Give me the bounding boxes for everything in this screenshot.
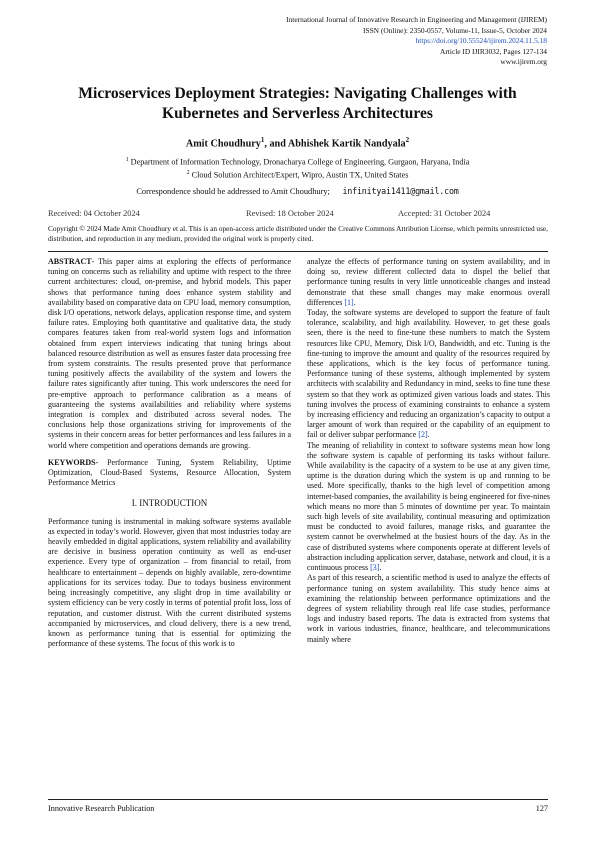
affiliation-2-text: Cloud Solution Architect/Expert, Wipro, Austin TX, United States [189, 170, 409, 180]
journal-name: International Journal of Innovative Research in Engineering and Management (IJIREM) [286, 15, 547, 24]
body-paragraph-3: The meaning of reliability in context to software systems mean how long the software system is capable of performing its tasks without failure. While availability is the capacity of a system to be use at any given time, uptime is the duration during which the system is up and running to be used. More specifically, thanks to the high level of competition among internet-based companies, the availability is being engineered for five-nines which means no more than 5 minutes of downtime per year. To maintain such high levels of site availability, continual measuring and optimization must be conducted to avoid failures, manage risks, and guarantee the system cannot be overwhelmed at the busiest hours of the day. As in the case of distributed systems where components operate at different levels of abstraction including application server, database, network and cloud, it is a continuous process [3]. [307, 440, 550, 573]
received-date: Received: 04 October 2024 [48, 209, 140, 218]
revised-date: Revised: 18 October 2024 [246, 209, 334, 218]
author-1: Amit Choudhury [185, 138, 261, 150]
keywords [48, 458, 291, 489]
top-divider [48, 251, 548, 252]
author-1-affil-mark: 1 [260, 136, 265, 144]
correspondence [40, 186, 555, 196]
citation-2[interactable]: [2] [418, 430, 428, 440]
body-paragraph-3-text: The meaning of reliability in context to software systems mean how long the software system is capable of performing its tasks without failure. While availability is the capacity of a system to be use at any given time, uptime is the duration during which the system is up and running to be used. More specifically, thanks to the high level of competition among internet-based companies, the availability is being engineered for five-nines which means no more than 5 minutes of downtime per year. To maintain such high levels of site availability, continual measuring and optimization must be conducted to avoid failures, manage risks, and guarantee the system cannot be overwhelmed at the busiest hours of the day. As in the case of distributed systems where components operate at different levels of abstraction including application server, database, network and cloud, it is a continuous process [307, 440, 550, 573]
paper-title: Microservices Deployment Strategies: Navigating Challenges with Kubernetes and Serverless Architectures [78, 85, 517, 122]
affiliation-2 [40, 168, 555, 181]
body-paragraph-1-text: analyze the effects of performance tuning on system availability, and in doing so, review different collected data to dispel the belief that performance tuning results in very little unnoticeable changes and instead demonstrate that these small changes may make enormous overall differences [307, 257, 550, 307]
copyright-notice: Copyright © 2024 Made Amit Choudhury et al. This is an open-access article distributed under the Creative Commons Attribution License, which permits unrestricted use, distribution, and reproduction in any medium, provided the original work is properly cited. [48, 224, 548, 243]
right-column [307, 257, 550, 645]
correspondence-email[interactable]: infinityai1411@gmail.com [342, 186, 459, 196]
keywords-text: - Performance Tuning, System Reliability, Uptime Optimization, Cloud-Based Systems, Resource Allocation, System Performance Metrics [48, 457, 291, 488]
issn-line: ISSN (Online): 2350-0557, Volume-11, Issue-5, October 2024 [363, 25, 547, 35]
body-paragraph-2: Today, the software systems are developed to support the feature of fault tolerance, scalability, and high availability. However, to get these goals seen, there is the need to fine-tune these numbers to match the System resources like CPU, Memory, Disk I/O, Bandwidth, and etc. Tuning is the fine-tuning to improve the amount and quality of the resources required by these applications, which is the key focus of performance tuning. Performance tuning of these systems, although implemented by system architects with scalability and Redundancy in mind, seeks to fine tune these system so that they work as optimized given various loads and states. This tuning involves the process of examining constraints to enhance a system by increasing efficiency and reducing an organization’s capacity to output a larger amount of work than required or the capability of an equipment to fail or deliver subpar performance [2]. [307, 308, 550, 440]
author-line [40, 136, 555, 149]
left-column [48, 257, 291, 649]
accepted-date: Accepted: 31 October 2024 [398, 209, 491, 218]
journal-header [286, 15, 547, 68]
section-heading-introduction: I. INTRODUCTION [131, 498, 208, 509]
affiliation-1-mark: 1 [125, 157, 129, 163]
publisher-name: Innovative Research Publication [48, 804, 155, 813]
body-paragraph-2-text: Today, the software systems are developed to support the feature of fault tolerance, scalability, and high availability. However, to get these goals seen, there is the need to fine-tune these numbers to match the System resources like CPU, Memory, Disk I/O, Bandwidth, and etc. Tuning is the fine-tuning to improve the amount and quality of the resources required by these applications, which is the key focus of performance tuning. Performance tuning of these systems, although implemented by system architects with scalability and Redundancy in mind, seeks to fine tune these system so that they work as optimized given various loads and states. This tuning involves the process of examining constraints to enhance a system by increasing efficiency and reducing an organization’s capacity to output a larger amount of work than required or the capability of an equipment to fail or deliver subpar performance [307, 308, 550, 440]
article-id: Article ID IJIR3032, Pages 127-134 [440, 46, 547, 56]
affiliation-2-mark: 2 [186, 169, 190, 176]
citation-1[interactable]: [1] [344, 297, 354, 307]
introduction-paragraph: Performance tuning is instrumental in making software systems available as expected in today’s world. However, given that most industries today are heavily embedded in digital applications, system reliability and availability are decisive in business operation continuity as well as end-user experience. Every type of organization – from financial to retail, from healthcare to entertainment – depends on highly available, zero-downtime applications for its services today. Due to todays business environment being increasingly competitive, any slight drop in time availability or system efficiency can be very costly in terms of potential profit loss, loss of reputation, and customer distrust. With the current distributed systems accompanied by microservices, and cloud delivery, there is a new trend, known as performance tuning that is essential for optimizing the performance of these systems. The focus of this work is to [48, 516, 291, 649]
keywords-label: KEYWORDS [48, 457, 96, 467]
author-separator: , and [264, 138, 288, 150]
author-2: Abhishek Kartik Nandyala [287, 138, 406, 150]
correspondence-text: Correspondence should be addressed to Amit Choudhury; [136, 187, 330, 196]
author-2-affil-mark: 2 [405, 136, 410, 144]
body-paragraph-1: analyze the effects of performance tuning on system availability, and in doing so, review different collected data to dispel the belief that performance tuning results in very little unnoticeable changes and instead demonstrate that these small changes may make enormous overall differences [1]. [307, 257, 550, 307]
journal-website[interactable]: www.ijirem.org [500, 57, 547, 67]
abstract-text: - This paper aims at exploring the effects of performance tuning on concerns such as reliability and uptime with respect to the three current architectures: cloud, on-premise, and hybrid models. This paper shows that performance tuning does enhance system stability and availability based on comparative data on CPU load, memory consumption, disk I/O operations, network delays, application response time, and system failure rates. Employing both quantitative and qualitative data, the study compares features taken from real-world system logs and information obtained from expert interviews indicating that tuning brings about balanced resource distribution as well as ensures faster data processing free from system constraints. The results presented prove that performance tuning positively affects the availability of the system and lowers the failure rates significantly after tuning. This work underscores the need for pre-emptive approach to performance calibration as a means of guaranteeing the systems availabilities and reliability where systems integration is complex and distributed across several nodes. The conclusions help those organizations striving for improvements of the systems in their concern areas for better performances and less failures in a world where competition and operations demands are growing. [48, 257, 291, 450]
abstract-label: ABSTRACT [48, 257, 92, 266]
affiliation-1-text: Department of Information Technology, Dronacharya College of Engineering, Gurgaon, Haryana, India [128, 157, 470, 167]
body-paragraph-4: As part of this research, a scientific method is used to analyze the effects of performance tuning on system availability. This study hence aims at examining the relationship between performance optimizations and the degrees of system reliability through real life case studies, performance logs and industry based reports. The data is extracted from systems that work in various industries, finance, healthcare, and telecommunications mainly where [307, 573, 550, 644]
affiliations [40, 155, 555, 180]
citation-3[interactable]: [3] [370, 563, 380, 573]
doi-link[interactable]: https://doi.org/10.55524/ijirem.2024.11.5.18 [415, 36, 547, 46]
affiliation-1 [40, 155, 555, 168]
footer-divider [48, 799, 548, 800]
page-number: 127 [535, 804, 548, 813]
abstract [48, 257, 291, 451]
